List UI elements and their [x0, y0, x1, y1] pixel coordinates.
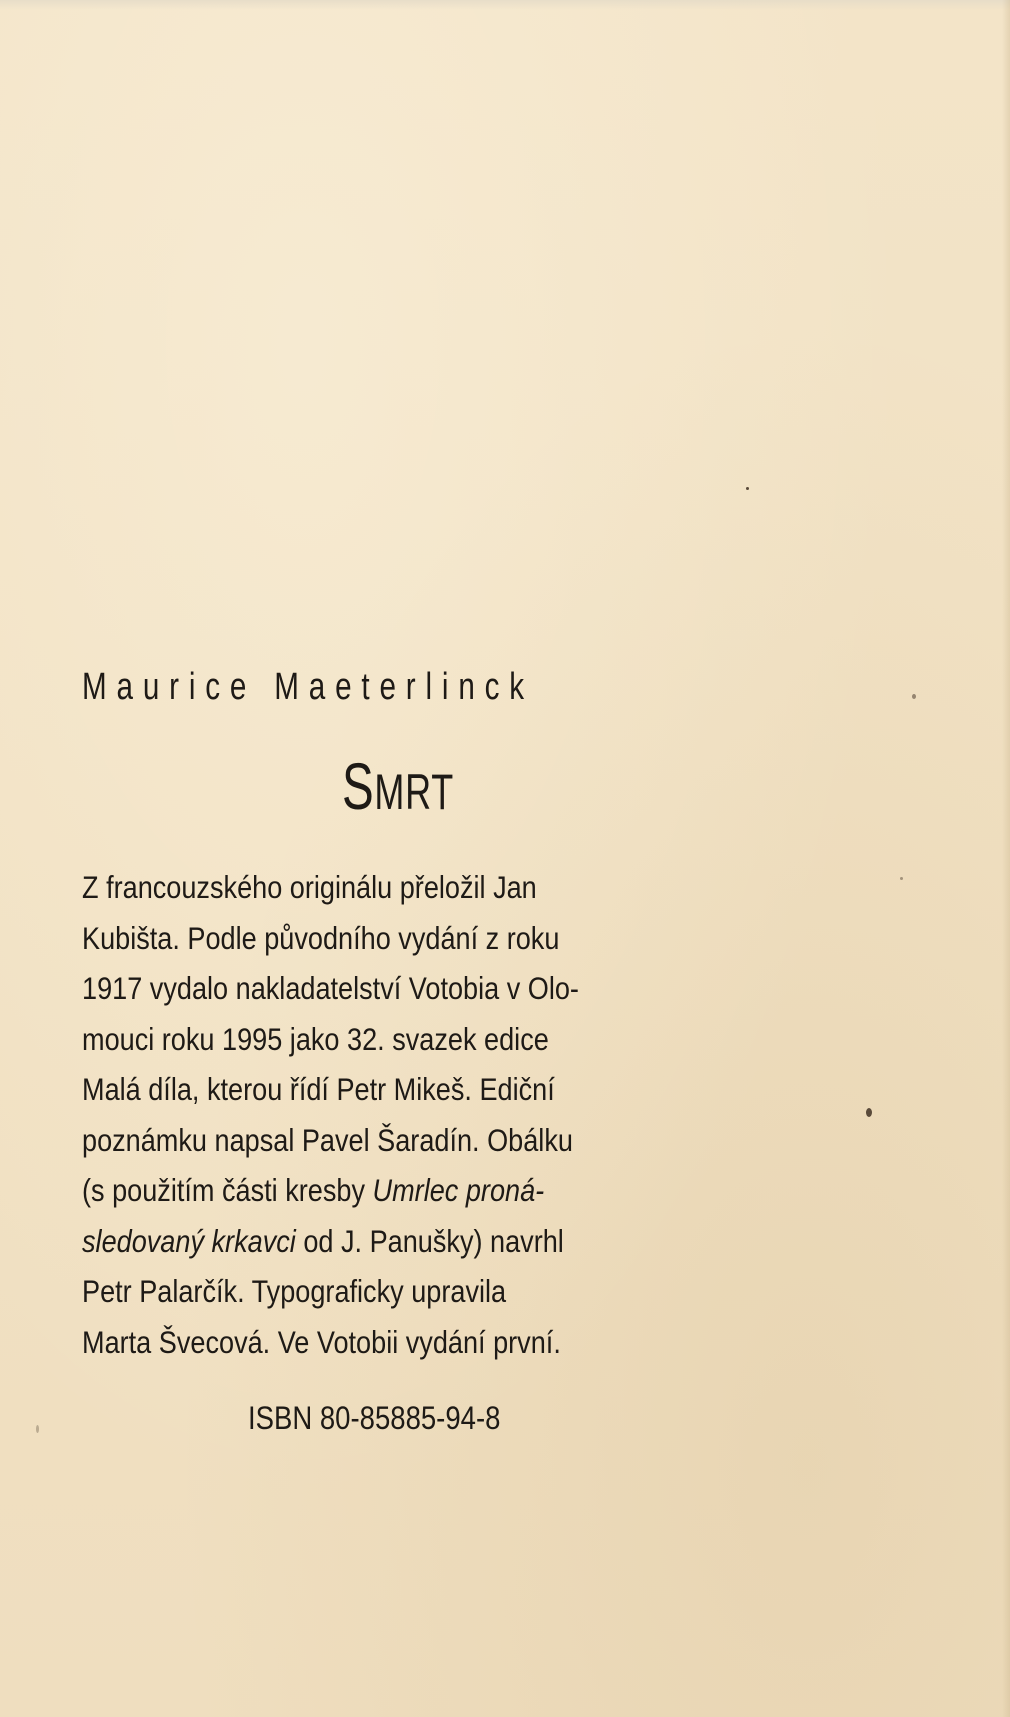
book-title: [342, 748, 454, 824]
page-right-edge: [1002, 0, 1010, 1717]
author-name: Maurice Maeterlinck: [82, 666, 534, 708]
colophon-line-10: Marta Švecová. Ve Votobii vydání první.: [82, 1323, 561, 1360]
colophon-line-5: Malá díla, kterou řídí Petr Mikeš. Ediční: [82, 1071, 555, 1107]
paper-speck: [746, 487, 749, 490]
paper-speck: [900, 877, 903, 880]
colophon-line-8-text: od J. Panušky) navrhl: [295, 1222, 564, 1259]
italic-work-title-part2: sledovaný krkavci: [82, 1222, 296, 1259]
colophon-line-7: [82, 1165, 658, 1216]
title-initial: S: [342, 749, 375, 823]
colophon-line-4: mouci roku 1995 jako 32. svazek edice: [82, 1020, 549, 1057]
italic-work-title-part1: Umrlec proná-: [372, 1172, 545, 1208]
paper-speck: [912, 694, 916, 699]
title-rest: MRT: [374, 764, 454, 820]
colophon-text: [82, 862, 752, 1367]
paper-speck: [36, 1425, 39, 1433]
colophon-line-9: Petr Palarčík. Typograficky upravila: [82, 1273, 507, 1309]
colophon-line-1: Z francouzského originálu přeložil Jan: [82, 869, 537, 905]
isbn-number: ISBN 80-85885-94-8: [248, 1400, 501, 1436]
colophon-line-6: poznámku napsal Pavel Šaradín. Obálku: [82, 1121, 573, 1158]
paper-speck: [866, 1108, 872, 1117]
page-top-edge: [0, 0, 1010, 10]
colophon-line-7-text: (s použitím části kresby: [82, 1172, 373, 1208]
colophon-line-2: Kubišta. Podle původního vydání z roku: [82, 919, 560, 956]
colophon-line-8: [82, 1216, 658, 1267]
colophon-line-3: 1917 vydalo nakladatelství Votobia v Olo-: [82, 970, 579, 1006]
